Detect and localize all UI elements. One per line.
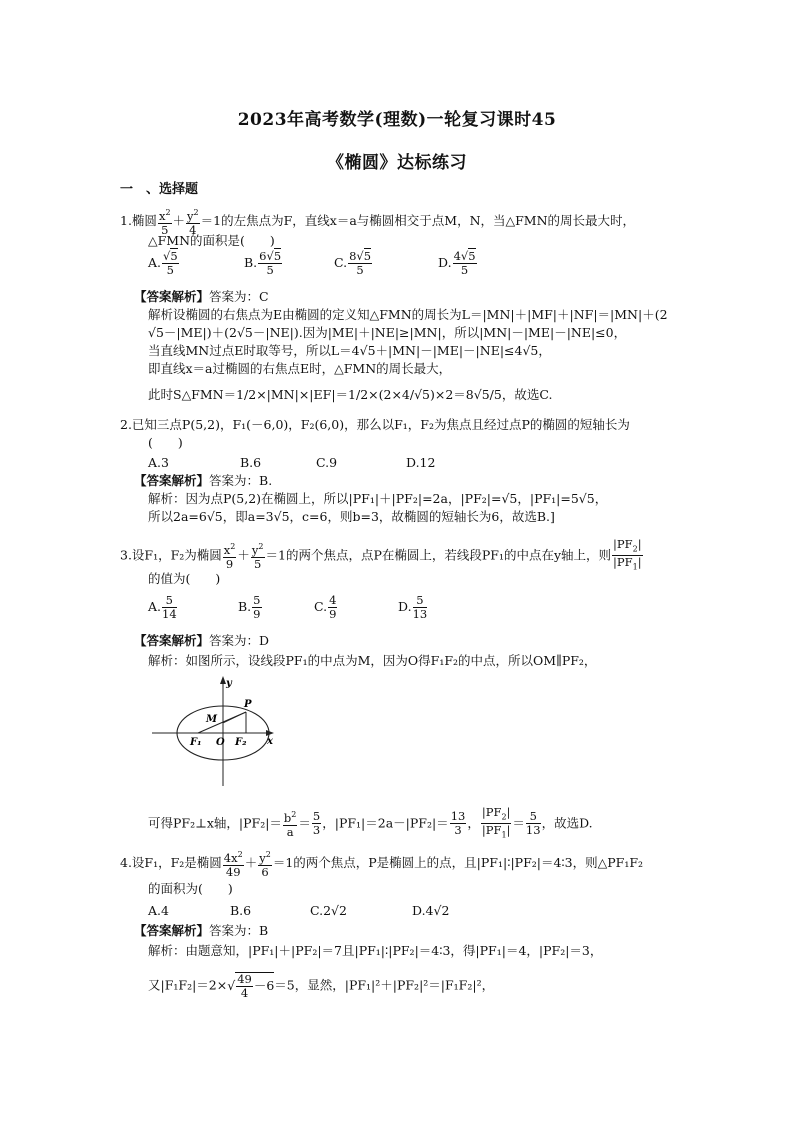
doc-title: 2023年高考数学(理数)一轮复习课时45	[237, 110, 557, 130]
q1-solution-4: 即直线x＝a过椭圆的右焦点E时，△FMN的周长最大，	[148, 361, 452, 376]
q2-solution-1: 解析：因为点P(5,2)在椭圆上，所以|PF₁|＋|PF₂|=2a，|PF₂|=√5，|PF₁|=5√5，	[148, 491, 608, 506]
q2-option-c: C.9	[316, 455, 338, 470]
frac-13-3: $\frac{13}{3}$	[450, 809, 466, 838]
q4-option-d: D.4√2	[412, 903, 450, 918]
q1-solution-3: 当直线MN过点E时取等号，所以L＝4√5＋|MN|－|ME|－|NE|≤4√5，	[148, 343, 551, 358]
q4-solution-1: 解析：由题意知，|PF₁|＋|PF₂|＝7且|PF₁|∶|PF₂|＝4∶3，得|PF₁|＝4，|PF₂|＝3，	[148, 943, 603, 958]
q3-option-b: B. $\frac{5}{9}$	[238, 593, 261, 621]
label-x: x	[267, 736, 273, 747]
q2-option-b: B.6	[240, 455, 262, 470]
q1-answer: 【答案解析】答案为：C	[134, 289, 269, 304]
q3-option-a: A. $\frac{5}{14}$	[148, 593, 177, 621]
frac-pf2-pf1: $\frac{|PF_2|}{|PF_1|}$	[481, 805, 511, 840]
q4-stem: 4.设F₁，F₂是椭圆 $\frac{4x^2}{49}$ ＋ $\frac{y^2}{6}$ ＝1的两个焦点，P是椭圆上的点，且|PF₁|∶|PF₂|＝4∶3，则△PF₁F₂	[120, 850, 644, 879]
q3-eq-frac-y: $\frac{y^2}{5}$	[251, 542, 264, 572]
q1-option-d: D. $\frac{4√5}{5}$	[438, 249, 476, 277]
q1-stem-2: △FMN的面积是( )	[148, 233, 275, 248]
q2-solution-2: 所以2a=6√5，即a=3√5，c=6，则b=3，故椭圆的短轴长为6，故选B.]	[148, 509, 555, 524]
q4-option-b: B.6	[230, 903, 252, 918]
q1-option-a: A. $\frac{√5}{5}$	[148, 249, 178, 277]
q2-answer: 【答案解析】答案为：B.	[134, 473, 273, 488]
q1-eq-frac-y: $\frac{y^2}{4}$	[187, 208, 199, 237]
q4-stem-2: 的面积为( )	[148, 881, 233, 896]
q2-option-a: A.3	[148, 455, 169, 470]
q2-option-d: D.12	[406, 455, 436, 470]
q4-solution-2: 又|F₁F₂|＝2×√ $\frac{49}{4}$ －6＝5，显然，|PF₁|²＋|PF₂|²＝|F₁F₂|²，	[148, 972, 495, 1000]
q1-solution-5: 此时S△FMN＝1/2×|MN|×|EF|＝1/2×(2×4/√5)×2＝8√5/5，故选C.	[148, 387, 553, 402]
q3-stem: 3.设F₁，F₂为椭圆 $\frac{x^2}{9}$ ＋ $\frac{y^2}{5}$ ＝1的两个焦点，点P在椭圆上，若线段PF₁的中点在y轴上，则 $\frac{|PF_2|}{|PF_1|}$	[120, 537, 642, 572]
q3-option-c: C. $\frac{4}{9}$	[314, 593, 337, 621]
q4-eq-frac-y: $\frac{y^2}{6}$	[259, 850, 271, 879]
q4-answer: 【答案解析】答案为：B	[134, 923, 269, 938]
label-y: y	[226, 678, 232, 689]
q2-blank: ( )	[148, 435, 183, 450]
label-f1: F₁	[190, 737, 202, 748]
q1-option-b: B. $\frac{6√5}{5}$	[244, 249, 282, 277]
ellipse-figure	[152, 676, 282, 788]
q1-solution-2: √5－|ME|)＋(2√5－|NE|).因为|ME|＋|NE|≥|MN|，所以|MN|－|ME|－|NE|≤0，	[148, 325, 627, 340]
q3-option-d: D. $\frac{5}{13}$	[398, 593, 428, 621]
label-o: O	[216, 737, 225, 748]
q3-solution-2: 可得PF₂⊥x轴，|PF₂|＝ $\frac{b^2}{a}$ ＝ $\frac{5}{3}$ ，|PF₁|＝2a－|PF₂|＝ $\frac{13}{3}$ ， $\frac{|PF_2|}{|PF_1|}$ ＝ $\frac{5}{13}$ ，故选D.	[148, 805, 593, 840]
q3-stem-2: 的值为( )	[148, 571, 221, 586]
q1-stem-start: 1.椭圆	[120, 212, 157, 228]
segment-om	[223, 712, 246, 723]
q4-option-c: C.2√2	[310, 903, 347, 918]
label-p: P	[244, 699, 252, 710]
q3-solution-1: 解析：如图所示，设线段PF₁的中点为M，因为O得F₁F₂的中点，所以OM∥PF₂，	[148, 653, 597, 668]
q3-eq-frac-x: $\frac{x^2}{9}$	[223, 542, 236, 572]
frac-b2-a: $\frac{b^2}{a}$	[283, 810, 297, 840]
frac-5-3: $\frac{5}{3}$	[312, 809, 321, 838]
q1-option-c: C. $\frac{8√5}{5}$	[334, 249, 372, 277]
q4-eq-frac-x: $\frac{4x^2}{49}$	[223, 850, 243, 879]
frac-5-13: $\frac{5}{13}$	[525, 809, 541, 838]
label-m: M	[206, 714, 218, 725]
q1-solution-1: 解析设椭圆的右焦点为E由椭圆的定义知△FMN的周长为L＝|MN|＋|MF|＋|NF|＝|MN|＋(2	[148, 307, 668, 322]
doc-subtitle: 《椭圆》达标练习	[327, 153, 467, 173]
sqrt-expr: √ $\frac{49}{4}$ －6	[227, 972, 275, 1000]
q4-option-a: A.4	[148, 903, 169, 918]
q1-stem-rest: 的左焦点为F，直线x＝a与椭圆相交于点M，N，当△FMN的周长最大时，	[221, 212, 636, 228]
q1-eq-frac-x: $\frac{x^2}{5}$	[158, 208, 171, 237]
q3-ratio-frac: $\frac{|PF_2|}{|PF_1|}$	[613, 537, 642, 572]
section-heading: 一 、选择题	[120, 182, 199, 197]
label-f2: F₂	[235, 737, 247, 748]
q2-stem: 2.已知三点P(5,2)，F₁(－6,0)，F₂(6,0)，那么以F₁，F₂为焦点且经过点P的椭圆的短轴长为	[120, 417, 630, 432]
q1-stem: 1.椭圆 $\frac{x^2}{5}$ ＋ $\frac{y^2}{4}$ ＝1的左焦点为F，直线x＝a与椭圆相交于点M，N，当△FMN的周长最大时，	[120, 208, 636, 237]
q3-answer: 【答案解析】答案为：D	[134, 633, 270, 648]
